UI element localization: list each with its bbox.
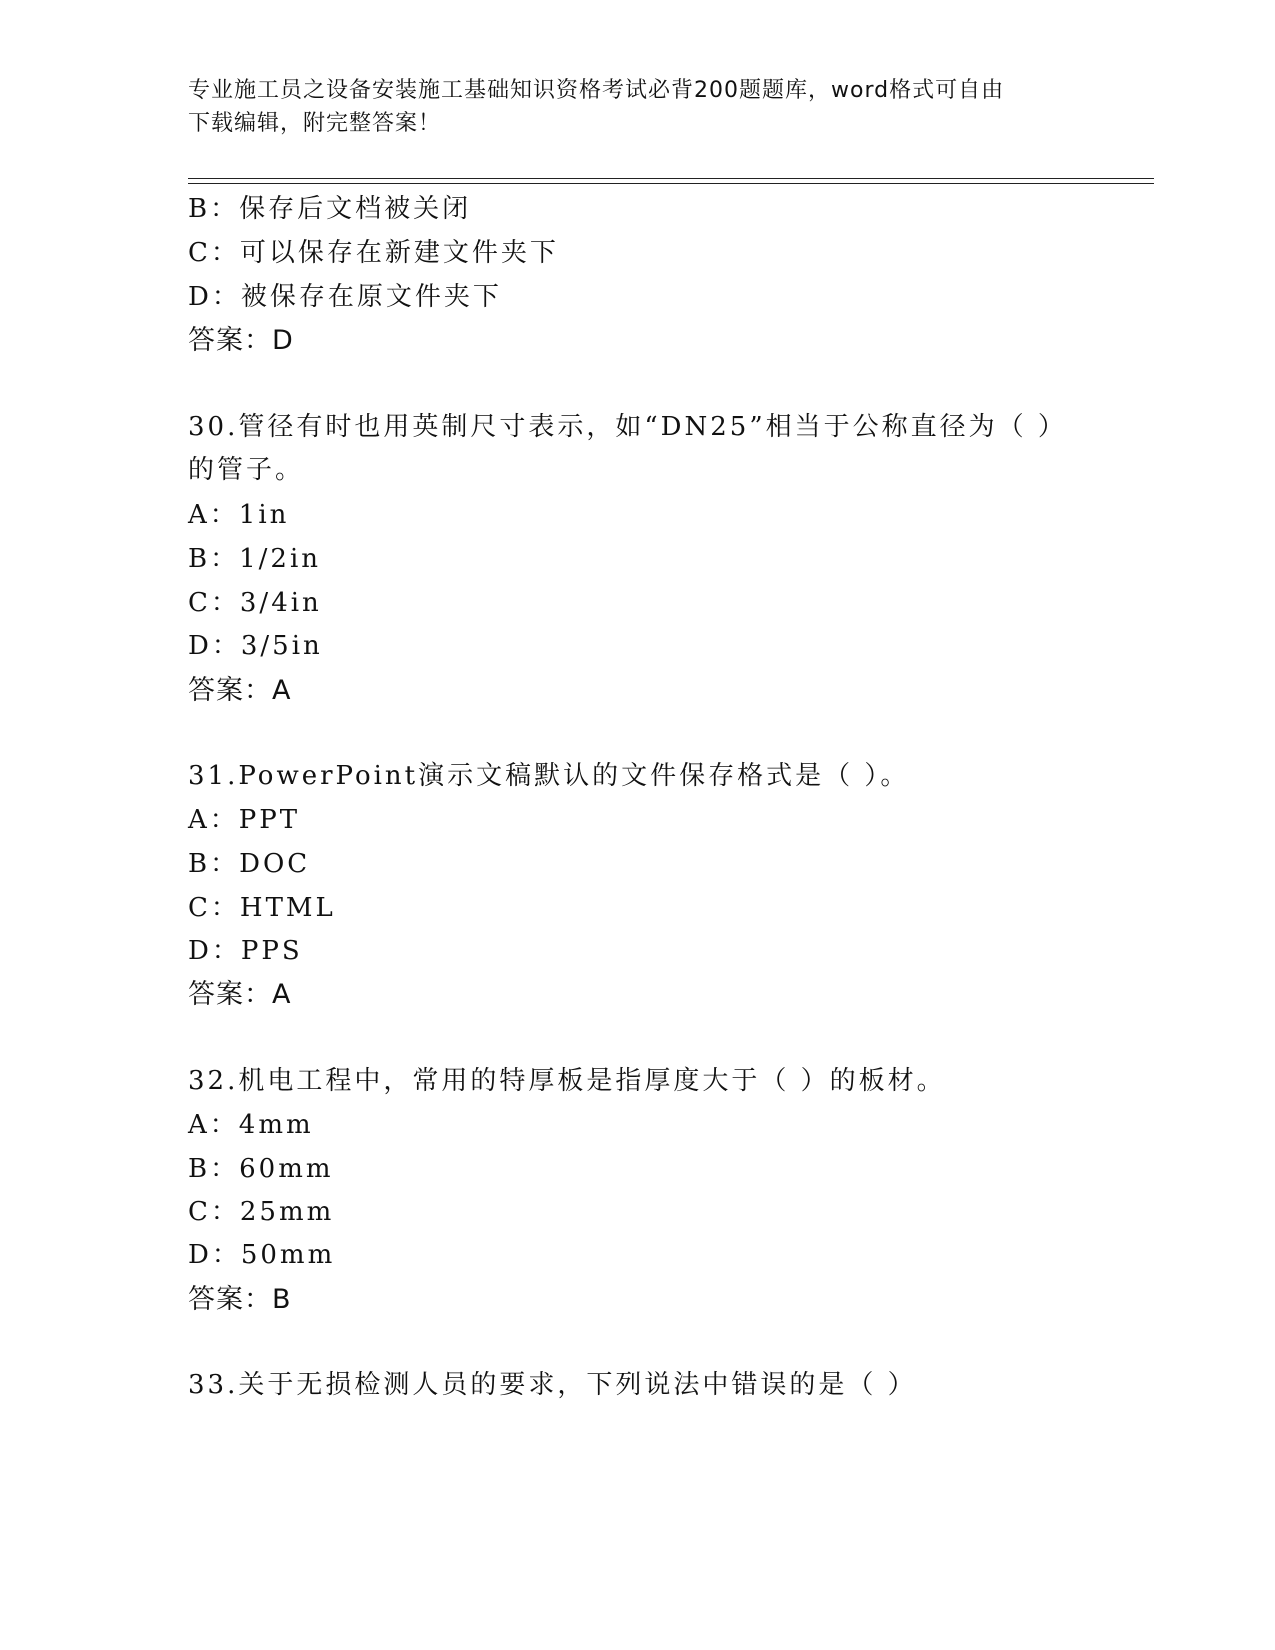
q30-option-c: C：3/4in — [188, 588, 322, 618]
q32-option-b: B：60mm — [188, 1154, 334, 1184]
q31-option-c: C：HTML — [188, 893, 336, 923]
q29-option-b: B：保存后文档被关闭 — [188, 194, 472, 224]
header-line-1: 专业施工员之设备安装施工基础知识资格考试必背200题题库，word格式可自由 — [188, 78, 1005, 103]
q32-option-a: A：4mm — [188, 1110, 314, 1140]
q30-option-a: A：1in — [188, 500, 290, 530]
q31-option-a: A：PPT — [188, 805, 301, 835]
q31-option-b: B：DOC — [188, 849, 311, 879]
q32-option-c: C：25mm — [188, 1197, 335, 1227]
q29-option-d: D：被保存在原文件夹下 — [188, 282, 502, 312]
q30-option-b: B：1/2in — [188, 544, 322, 574]
q33-question: 33.关于无损检测人员的要求，下列说法中错误的是（ ） — [188, 1370, 917, 1400]
q30-option-d: D：3/5in — [188, 631, 323, 661]
q29-answer: 答案：D — [188, 325, 294, 356]
q32-answer: 答案：B — [188, 1284, 292, 1315]
q30-question-line-2: 的管子。 — [188, 455, 305, 485]
q32-option-d: D：50mm — [188, 1240, 336, 1270]
header-divider-top — [188, 178, 1154, 179]
q30-question-line-1: 30.管径有时也用英制尺寸表示，如“DN25”相当于公称直径为（ ） — [188, 412, 1067, 442]
q32-question: 32.机电工程中，常用的特厚板是指厚度大于（ ）的板材。 — [188, 1066, 946, 1096]
q31-question: 31.PowerPoint演示文稿默认的文件保存格式是（ ）。 — [188, 761, 910, 791]
header-divider-bottom — [188, 183, 1154, 184]
q30-answer: 答案：A — [188, 675, 292, 706]
document-header — [188, 74, 1088, 140]
header-line-2: 下载编辑，附完整答案！ — [188, 111, 442, 136]
q31-option-d: D：PPS — [188, 936, 303, 966]
q31-answer: 答案：A — [188, 979, 292, 1010]
q29-option-c: C：可以保存在新建文件夹下 — [188, 238, 559, 268]
